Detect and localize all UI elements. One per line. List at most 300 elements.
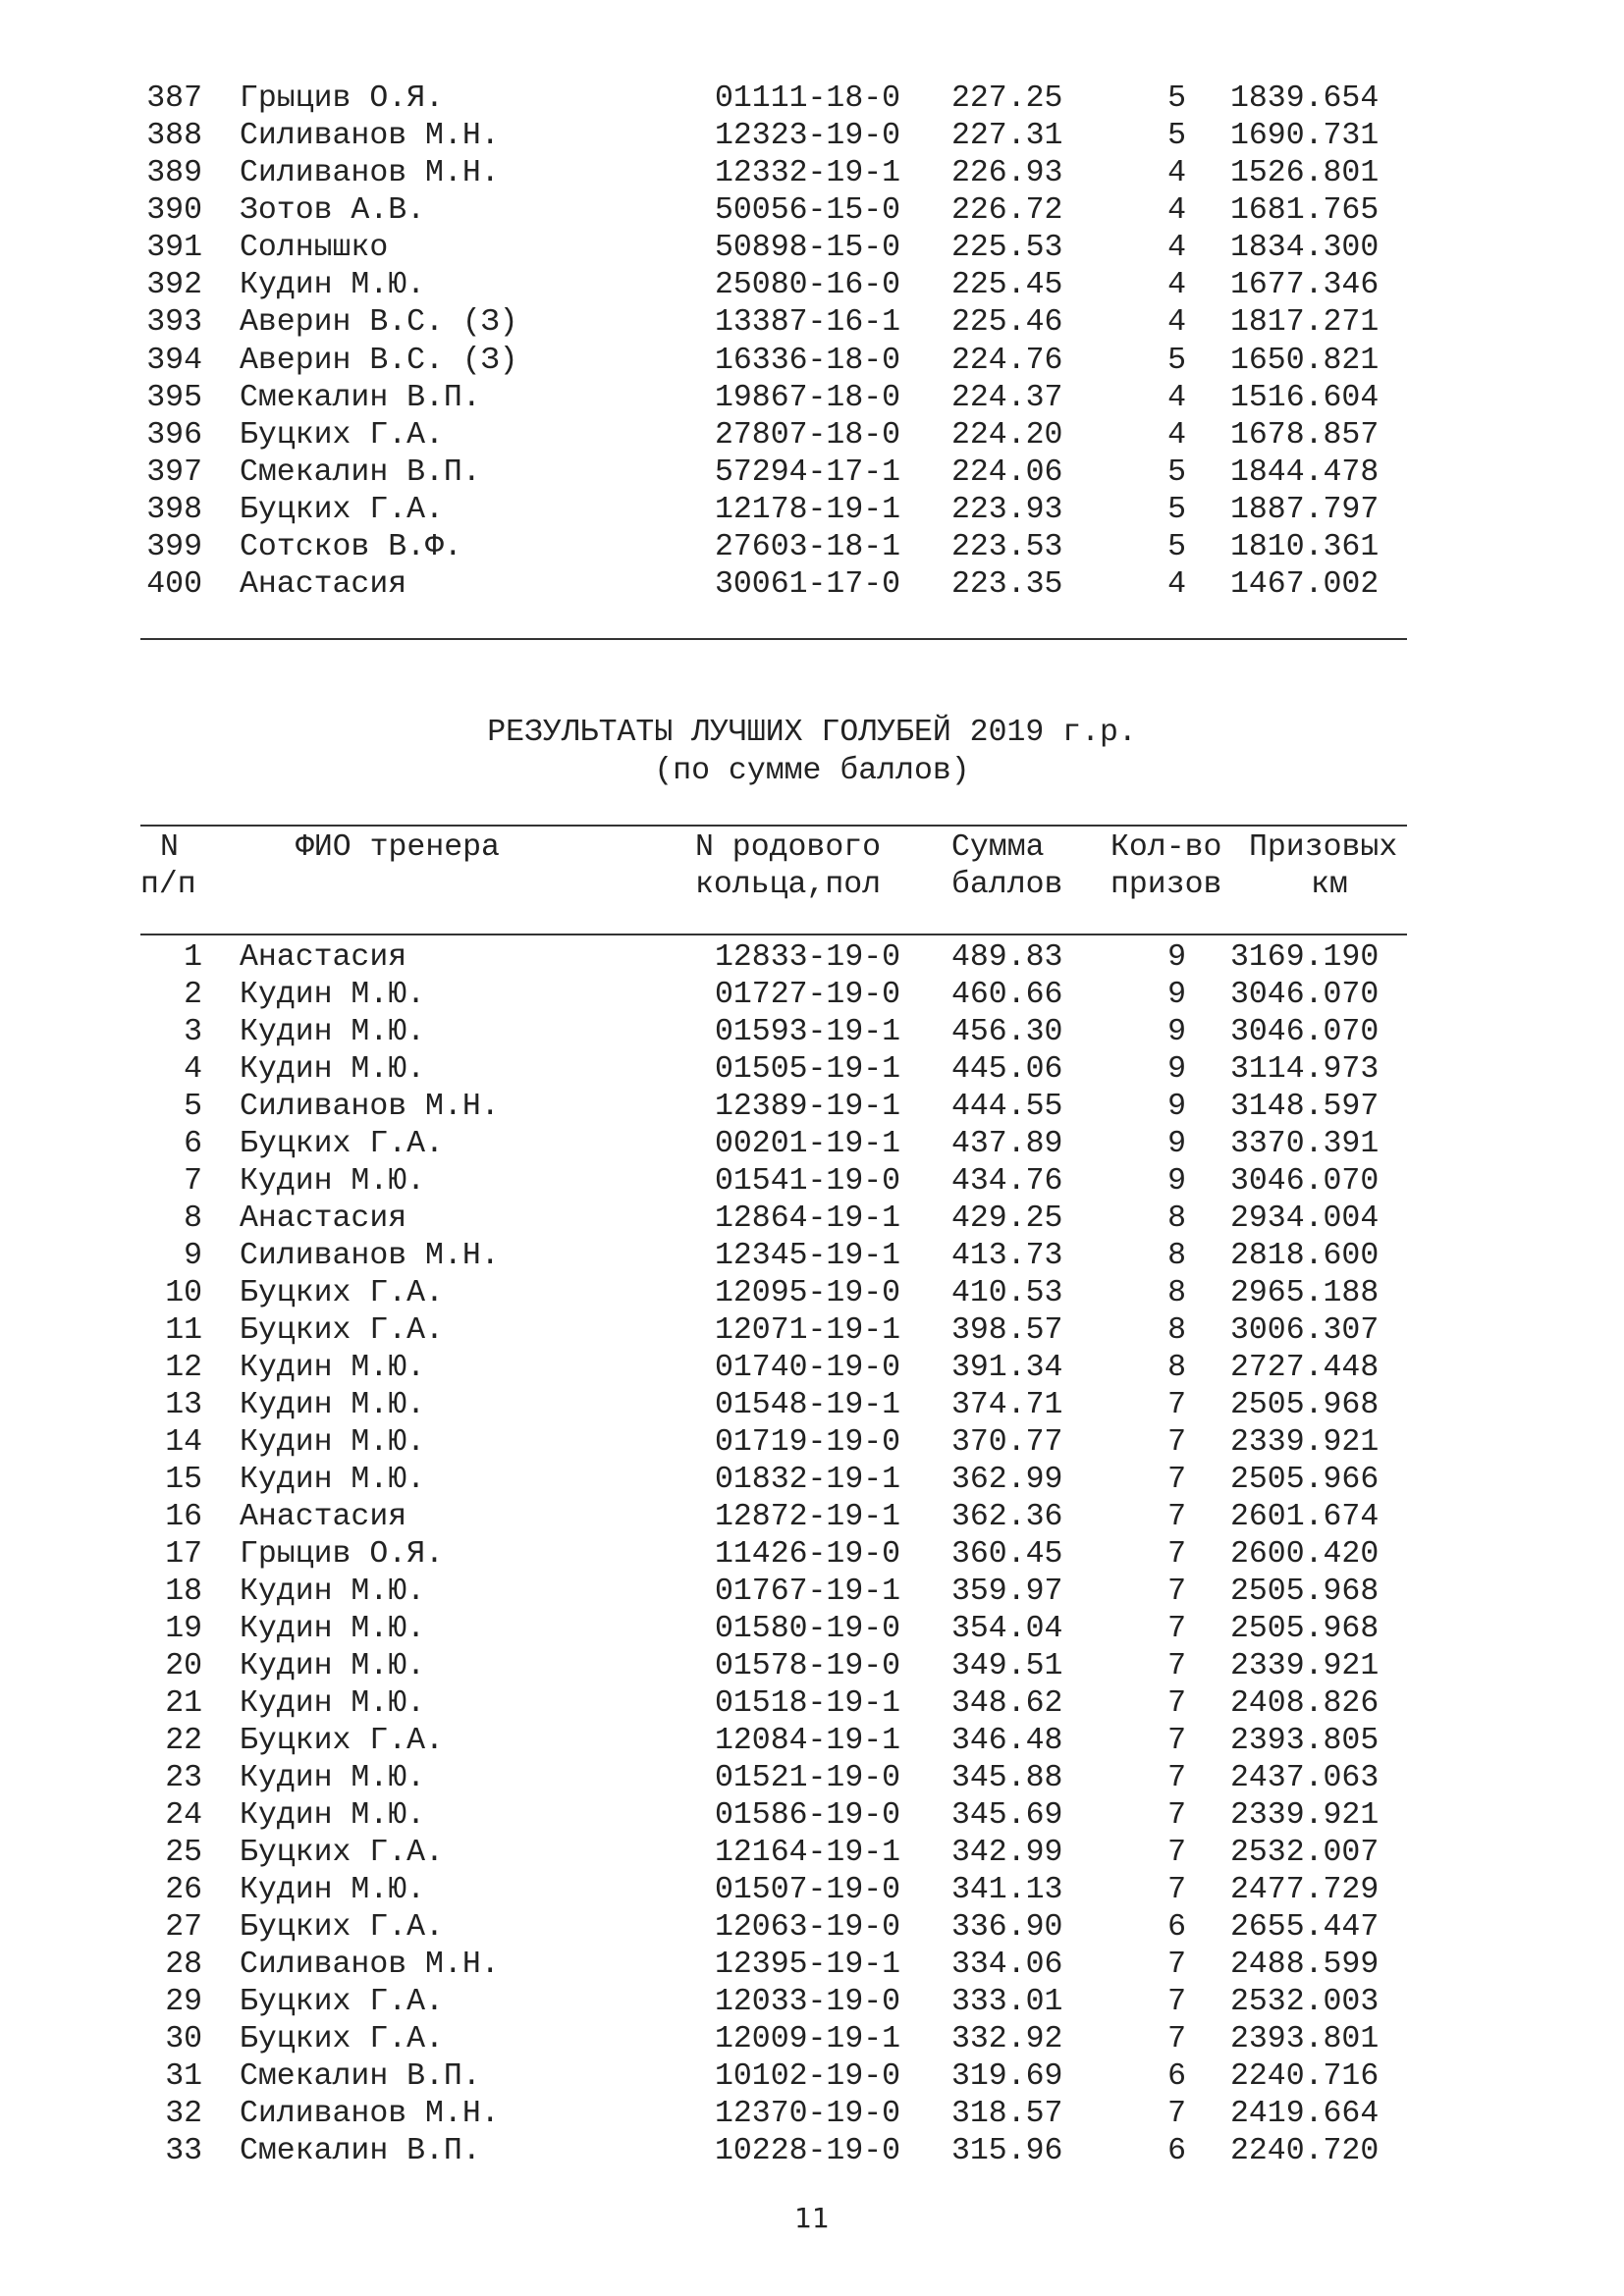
row-number: 5: [184, 1090, 202, 1124]
prize-km: 3046.070: [1230, 978, 1380, 1012]
prize-km: 2601.674: [1230, 1500, 1380, 1534]
points-sum: 345.88: [951, 1761, 1063, 1795]
table-row: [0, 1089, 1624, 1126]
prize-count: 4: [1167, 193, 1186, 229]
prize-km: 3114.973: [1230, 1052, 1380, 1087]
points-sum: 413.73: [951, 1239, 1063, 1273]
ring-number: 12164-19-1: [715, 1836, 901, 1870]
points-sum: 223.93: [951, 492, 1063, 527]
prize-km: 2437.063: [1230, 1761, 1380, 1795]
prize-count: 4: [1167, 567, 1186, 603]
prize-km: 3046.070: [1230, 1164, 1380, 1199]
trainer-name: Силиванов М.Н.: [240, 1090, 500, 1124]
prize-count: 4: [1167, 380, 1186, 415]
points-sum: 224.06: [951, 454, 1063, 490]
table-row: [0, 230, 1624, 267]
row-number: 24: [165, 1798, 202, 1833]
table-row: [0, 1984, 1624, 2021]
ring-number: 01719-19-0: [715, 1425, 901, 1460]
table-row: [0, 1163, 1624, 1201]
ring-number: 12084-19-1: [715, 1724, 901, 1758]
prize-count: 7: [1167, 1686, 1186, 1721]
points-sum: 225.45: [951, 268, 1063, 303]
points-sum: 334.06: [951, 1948, 1063, 1982]
points-sum: 345.69: [951, 1798, 1063, 1833]
header-ring: N родового: [695, 830, 882, 865]
table-row: [0, 1611, 1624, 1648]
trainer-name: Кудин М.Ю.: [240, 1351, 426, 1385]
points-sum: 319.69: [951, 2059, 1063, 2094]
prize-km: 1844.478: [1230, 454, 1380, 490]
prize-count: 8: [1167, 1313, 1186, 1348]
table-row: [0, 1648, 1624, 1685]
ring-number: 12178-19-1: [715, 492, 901, 527]
section-title: РЕЗУЛЬТАТЫ ЛУЧШИХ ГОЛУБЕЙ 2019 г.р.: [487, 716, 1137, 750]
ring-number: 01727-19-0: [715, 978, 901, 1012]
points-sum: 227.25: [951, 81, 1063, 116]
prize-count: 8: [1167, 1239, 1186, 1273]
trainer-name: Анастасия: [240, 1201, 407, 1236]
prize-km: 2339.921: [1230, 1425, 1380, 1460]
header-n-sub: п/п: [140, 868, 196, 902]
top-table-bottom-rule: [140, 638, 1407, 640]
row-number: 27: [165, 1910, 202, 1945]
table-row: [0, 1051, 1624, 1089]
prize-count: 4: [1167, 417, 1186, 453]
ring-number: 01541-19-0: [715, 1164, 901, 1199]
table-row: [0, 118, 1624, 155]
prize-count: 4: [1167, 156, 1186, 191]
row-number: 11: [165, 1313, 202, 1348]
points-sum: 434.76: [951, 1164, 1063, 1199]
table-row: [0, 1462, 1624, 1499]
prize-count: 5: [1167, 343, 1186, 378]
row-number: 19: [165, 1612, 202, 1646]
row-number: 391: [146, 231, 202, 266]
points-sum: 224.37: [951, 380, 1063, 415]
trainer-name: Зотов А.В.: [240, 193, 426, 229]
ring-number: 01593-19-1: [715, 1015, 901, 1049]
prize-km: 1810.361: [1230, 529, 1380, 564]
prize-count: 5: [1167, 81, 1186, 116]
points-sum: 359.97: [951, 1575, 1063, 1609]
row-number: 390: [146, 193, 202, 229]
ring-number: 16336-18-0: [715, 343, 901, 378]
points-sum: 223.35: [951, 567, 1063, 603]
header-trainer: ФИО тренера: [296, 830, 500, 865]
prize-km: 2419.664: [1230, 2097, 1380, 2131]
trainer-name: Кудин М.Ю.: [240, 1873, 426, 1907]
prize-count: 9: [1167, 940, 1186, 975]
prize-count: 7: [1167, 1500, 1186, 1534]
prize-km: 1678.857: [1230, 417, 1380, 453]
points-sum: 444.55: [951, 1090, 1063, 1124]
trainer-name: Кудин М.Ю.: [240, 1798, 426, 1833]
ring-number: 50056-15-0: [715, 193, 901, 229]
prize-km: 1677.346: [1230, 268, 1380, 303]
ring-number: 01767-19-1: [715, 1575, 901, 1609]
trainer-name: Буцких Г.А.: [240, 417, 444, 453]
table-row: [0, 1574, 1624, 1611]
prize-km: 2393.801: [1230, 2022, 1380, 2056]
prize-km: 2600.420: [1230, 1537, 1380, 1572]
table-row: [0, 2021, 1624, 2058]
row-number: 3: [184, 1015, 202, 1049]
row-number: 396: [146, 417, 202, 453]
prize-km: 1650.821: [1230, 343, 1380, 378]
prize-km: 1681.765: [1230, 193, 1380, 229]
trainer-name: Буцких Г.А.: [240, 1985, 444, 2019]
row-number: 9: [184, 1239, 202, 1273]
trainer-name: Буцких Г.А.: [240, 2022, 444, 2056]
ring-number: 25080-16-0: [715, 268, 901, 303]
points-sum: 342.99: [951, 1836, 1063, 1870]
points-sum: 224.20: [951, 417, 1063, 453]
prize-km: 2339.921: [1230, 1649, 1380, 1683]
row-number: 1: [184, 940, 202, 975]
table-row: [0, 155, 1624, 192]
trainer-name: Анастасия: [240, 567, 407, 603]
section-subtitle: (по сумме баллов): [654, 754, 970, 788]
trainer-name: Кудин М.Ю.: [240, 1015, 426, 1049]
points-sum: 341.13: [951, 1873, 1063, 1907]
trainer-name: Кудин М.Ю.: [240, 1425, 426, 1460]
row-number: 400: [146, 567, 202, 603]
prize-km: 1834.300: [1230, 231, 1380, 266]
table-row: [0, 939, 1624, 977]
points-sum: 333.01: [951, 1985, 1063, 2019]
points-sum: 223.53: [951, 529, 1063, 564]
trainer-name: Грыцив О.Я.: [240, 81, 444, 116]
points-sum: 391.34: [951, 1351, 1063, 1385]
header-prize-km-sub: км: [1311, 868, 1348, 902]
trainer-name: Кудин М.Ю.: [240, 1164, 426, 1199]
ring-number: 01507-19-0: [715, 1873, 901, 1907]
table-row: [0, 1760, 1624, 1797]
table-row: [0, 1014, 1624, 1051]
row-number: 25: [165, 1836, 202, 1870]
row-number: 33: [165, 2134, 202, 2168]
prize-km: 2339.921: [1230, 1798, 1380, 1833]
trainer-name: Буцких Г.А.: [240, 1313, 444, 1348]
table-row: [0, 1835, 1624, 1872]
prize-count: 9: [1167, 1015, 1186, 1049]
prize-km: 2488.599: [1230, 1948, 1380, 1982]
ring-number: 12332-19-1: [715, 156, 901, 191]
row-number: 15: [165, 1463, 202, 1497]
table-row: [0, 2058, 1624, 2096]
table-row: [0, 1387, 1624, 1424]
header-prize-count-sub: призов: [1110, 868, 1222, 902]
prize-km: 2408.826: [1230, 1686, 1380, 1721]
trainer-name: Буцких Г.А.: [240, 1127, 444, 1161]
trainer-name: Сотсков В.Ф.: [240, 529, 462, 564]
ring-number: 01518-19-1: [715, 1686, 901, 1721]
row-number: 398: [146, 492, 202, 527]
trainer-name: Кудин М.Ю.: [240, 1761, 426, 1795]
prize-count: 9: [1167, 1127, 1186, 1161]
trainer-name: Смекалин В.П.: [240, 380, 481, 415]
table-row: [0, 80, 1624, 118]
row-number: 20: [165, 1649, 202, 1683]
prize-count: 7: [1167, 1537, 1186, 1572]
row-number: 18: [165, 1575, 202, 1609]
points-sum: 224.76: [951, 343, 1063, 378]
table-row: [0, 2133, 1624, 2170]
table-row: [0, 566, 1624, 604]
table-row: [0, 1797, 1624, 1835]
prize-count: 7: [1167, 1425, 1186, 1460]
table-row: [0, 1201, 1624, 1238]
prize-km: 2532.003: [1230, 1985, 1380, 2019]
points-sum: 354.04: [951, 1612, 1063, 1646]
prize-km: 3148.597: [1230, 1090, 1380, 1124]
header-sum-sub: баллов: [951, 868, 1063, 902]
table-row: [0, 1126, 1624, 1163]
trainer-name: Силиванов М.Н.: [240, 1239, 500, 1273]
prize-km: 2727.448: [1230, 1351, 1380, 1385]
prize-km: 2477.729: [1230, 1873, 1380, 1907]
prize-count: 4: [1167, 268, 1186, 303]
row-number: 22: [165, 1724, 202, 1758]
points-sum: 362.36: [951, 1500, 1063, 1534]
ring-number: 12833-19-0: [715, 940, 901, 975]
table-row: [0, 1238, 1624, 1275]
table-row: [0, 1499, 1624, 1536]
prize-count: 5: [1167, 529, 1186, 564]
trainer-name: Анастасия: [240, 1500, 407, 1534]
points-sum: 227.31: [951, 119, 1063, 154]
ring-number: 01505-19-1: [715, 1052, 901, 1087]
row-number: 394: [146, 343, 202, 378]
trainer-name: Кудин М.Ю.: [240, 1463, 426, 1497]
table-row: [0, 1536, 1624, 1574]
trainer-name: Кудин М.Ю.: [240, 1388, 426, 1422]
ring-number: 19867-18-0: [715, 380, 901, 415]
row-number: 29: [165, 1985, 202, 2019]
prize-km: 1467.002: [1230, 567, 1380, 603]
table-row: [0, 529, 1624, 566]
ring-number: 13387-16-1: [715, 305, 901, 341]
prize-km: 2965.188: [1230, 1276, 1380, 1310]
prize-count: 6: [1167, 1910, 1186, 1945]
ring-number: 12009-19-1: [715, 2022, 901, 2056]
points-sum: 336.90: [951, 1910, 1063, 1945]
prize-km: 2505.968: [1230, 1575, 1380, 1609]
row-number: 392: [146, 268, 202, 303]
prize-count: 7: [1167, 1724, 1186, 1758]
header-ring-sub: кольца,пол: [695, 868, 882, 902]
trainer-name: Кудин М.Ю.: [240, 1649, 426, 1683]
points-sum: 349.51: [951, 1649, 1063, 1683]
prize-km: 1839.654: [1230, 81, 1380, 116]
prize-count: 5: [1167, 492, 1186, 527]
table-row: [0, 1424, 1624, 1462]
ring-number: 12872-19-1: [715, 1500, 901, 1534]
trainer-name: Кудин М.Ю.: [240, 1686, 426, 1721]
ring-number: 12395-19-1: [715, 1948, 901, 1982]
ring-number: 12063-19-0: [715, 1910, 901, 1945]
ring-number: 12071-19-1: [715, 1313, 901, 1348]
row-number: 16: [165, 1500, 202, 1534]
row-number: 14: [165, 1425, 202, 1460]
row-number: 30: [165, 2022, 202, 2056]
row-number: 10: [165, 1276, 202, 1310]
prize-km: 2655.447: [1230, 1910, 1380, 1945]
trainer-name: Кудин М.Ю.: [240, 1575, 426, 1609]
ring-number: 12095-19-0: [715, 1276, 901, 1310]
table-row: [0, 454, 1624, 492]
row-number: 395: [146, 380, 202, 415]
prize-count: 7: [1167, 2097, 1186, 2131]
row-number: 32: [165, 2097, 202, 2131]
prize-count: 7: [1167, 1798, 1186, 1833]
points-sum: 225.53: [951, 231, 1063, 266]
ring-number: 12389-19-1: [715, 1090, 901, 1124]
prize-km: 1526.801: [1230, 156, 1380, 191]
points-sum: 346.48: [951, 1724, 1063, 1758]
prize-count: 8: [1167, 1201, 1186, 1236]
prize-count: 7: [1167, 1836, 1186, 1870]
row-number: 28: [165, 1948, 202, 1982]
prize-km: 3046.070: [1230, 1015, 1380, 1049]
prize-km: 1516.604: [1230, 380, 1380, 415]
ring-number: 12323-19-0: [715, 119, 901, 154]
prize-count: 6: [1167, 2134, 1186, 2168]
trainer-name: Силиванов М.Н.: [240, 2097, 500, 2131]
row-number: 388: [146, 119, 202, 154]
table-row: [0, 1723, 1624, 1760]
trainer-name: Кудин М.Ю.: [240, 978, 426, 1012]
points-sum: 437.89: [951, 1127, 1063, 1161]
points-sum: 226.72: [951, 193, 1063, 229]
prize-km: 3169.190: [1230, 940, 1380, 975]
prize-count: 5: [1167, 454, 1186, 490]
ring-number: 50898-15-0: [715, 231, 901, 266]
prize-count: 7: [1167, 1612, 1186, 1646]
prize-count: 6: [1167, 2059, 1186, 2094]
prize-km: 2505.966: [1230, 1463, 1380, 1497]
ring-number: 01832-19-1: [715, 1463, 901, 1497]
ring-number: 27603-18-1: [715, 529, 901, 564]
prize-km: 1690.731: [1230, 119, 1380, 154]
points-sum: 456.30: [951, 1015, 1063, 1049]
ring-number: 10228-19-0: [715, 2134, 901, 2168]
prize-count: 5: [1167, 119, 1186, 154]
prize-km: 1887.797: [1230, 492, 1380, 527]
table-row: [0, 1685, 1624, 1723]
prize-km: 1817.271: [1230, 305, 1380, 341]
trainer-name: Аверин В.С. (З): [240, 343, 518, 378]
points-sum: 318.57: [951, 2097, 1063, 2131]
ring-number: 01548-19-1: [715, 1388, 901, 1422]
table-row: [0, 1312, 1624, 1350]
row-number: 21: [165, 1686, 202, 1721]
points-sum: 460.66: [951, 978, 1063, 1012]
prize-km: 2393.805: [1230, 1724, 1380, 1758]
points-sum: 429.25: [951, 1201, 1063, 1236]
trainer-name: Кудин М.Ю.: [240, 268, 426, 303]
header-sum: Сумма: [951, 830, 1045, 865]
prize-km: 3370.391: [1230, 1127, 1380, 1161]
trainer-name: Смекалин В.П.: [240, 454, 481, 490]
points-sum: 362.99: [951, 1463, 1063, 1497]
table-row: [0, 1947, 1624, 1984]
ring-number: 11426-19-0: [715, 1537, 901, 1572]
prize-count: 7: [1167, 1649, 1186, 1683]
trainer-name: Буцких Г.А.: [240, 1836, 444, 1870]
points-sum: 348.62: [951, 1686, 1063, 1721]
ring-number: 12370-19-0: [715, 2097, 901, 2131]
points-sum: 315.96: [951, 2134, 1063, 2168]
prize-count: 9: [1167, 978, 1186, 1012]
ring-number: 30061-17-0: [715, 567, 901, 603]
page-number: 11: [794, 2202, 830, 2234]
points-sum: 410.53: [951, 1276, 1063, 1310]
prize-count: 7: [1167, 2022, 1186, 2056]
prize-count: 7: [1167, 1388, 1186, 1422]
ring-number: 01578-19-0: [715, 1649, 901, 1683]
ring-number: 12345-19-1: [715, 1239, 901, 1273]
trainer-name: Солнышко: [240, 231, 389, 266]
trainer-name: Буцких Г.А.: [240, 1276, 444, 1310]
trainer-name: Кудин М.Ю.: [240, 1052, 426, 1087]
table-row: [0, 1275, 1624, 1312]
prize-count: 7: [1167, 1873, 1186, 1907]
points-sum: 374.71: [951, 1388, 1063, 1422]
prize-count: 7: [1167, 1948, 1186, 1982]
table-row: [0, 1350, 1624, 1387]
row-number: 2: [184, 978, 202, 1012]
row-number: 8: [184, 1201, 202, 1236]
prize-count: 4: [1167, 231, 1186, 266]
trainer-name: Буцких Г.А.: [240, 492, 444, 527]
table-row: [0, 267, 1624, 304]
prize-count: 4: [1167, 305, 1186, 341]
trainer-name: Смекалин В.П.: [240, 2134, 481, 2168]
row-number: 7: [184, 1164, 202, 1199]
ring-number: 01586-19-0: [715, 1798, 901, 1833]
points-sum: 370.77: [951, 1425, 1063, 1460]
table-row: [0, 1909, 1624, 1947]
row-number: 12: [165, 1351, 202, 1385]
points-sum: 489.83: [951, 940, 1063, 975]
header-n: N: [160, 830, 179, 865]
points-sum: 225.46: [951, 305, 1063, 341]
prize-count: 8: [1167, 1276, 1186, 1310]
trainer-name: Анастасия: [240, 940, 407, 975]
prize-count: 7: [1167, 1463, 1186, 1497]
points-sum: 445.06: [951, 1052, 1063, 1087]
ring-number: 01111-18-0: [715, 81, 901, 116]
trainer-name: Кудин М.Ю.: [240, 1612, 426, 1646]
header-top-rule: [140, 825, 1407, 827]
prize-km: 2505.968: [1230, 1612, 1380, 1646]
prize-km: 2505.968: [1230, 1388, 1380, 1422]
points-sum: 360.45: [951, 1537, 1063, 1572]
table-row: [0, 343, 1624, 380]
prize-count: 8: [1167, 1351, 1186, 1385]
row-number: 389: [146, 156, 202, 191]
ring-number: 01580-19-0: [715, 1612, 901, 1646]
header-bottom-rule: [140, 934, 1407, 935]
prize-count: 9: [1167, 1052, 1186, 1087]
prize-count: 9: [1167, 1164, 1186, 1199]
table-row: [0, 380, 1624, 417]
trainer-name: Смекалин В.П.: [240, 2059, 481, 2094]
prize-km: 2532.007: [1230, 1836, 1380, 1870]
header-prize-count: Кол-во: [1110, 830, 1222, 865]
